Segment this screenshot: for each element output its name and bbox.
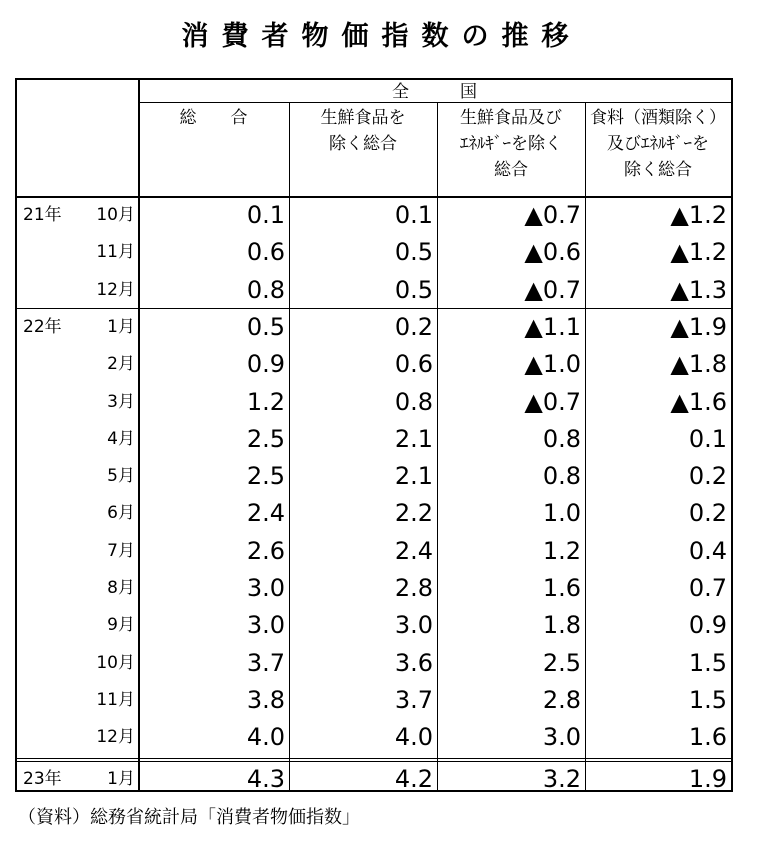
- data-cell: 0.6: [394, 350, 433, 379]
- data-cell: 0.1: [246, 201, 285, 229]
- data-cell: ▲1.2: [670, 201, 727, 229]
- data-cell: 2.6: [246, 536, 285, 565]
- divider-col: [289, 102, 290, 790]
- data-cell: 1.9: [688, 764, 727, 793]
- data-cell: 2.5: [542, 648, 581, 677]
- data-cell: 2.5: [246, 462, 285, 491]
- data-cell: 2.8: [394, 574, 433, 602]
- data-cell: 0.8: [394, 387, 433, 416]
- data-cell: 0.1: [688, 424, 727, 453]
- data-cell: 1.0: [542, 499, 581, 528]
- data-cell: 0.2: [394, 312, 433, 341]
- row-month: 4月: [107, 428, 135, 449]
- data-cell: 0.1: [394, 201, 433, 229]
- row-month: 11月: [96, 689, 135, 710]
- data-cell: 2.1: [394, 462, 433, 491]
- row-month: 5月: [107, 466, 135, 487]
- data-cell: 0.2: [688, 499, 727, 528]
- divider-year-21: [17, 308, 731, 309]
- divider-year-23b: [17, 761, 731, 762]
- data-cell: ▲1.0: [524, 350, 581, 379]
- data-cell: 0.8: [542, 462, 581, 491]
- data-cell: 1.5: [688, 685, 727, 714]
- row-year: [23, 349, 73, 379]
- data-cell: ▲1.9: [670, 312, 727, 341]
- row-month: 9月: [107, 615, 135, 636]
- data-cell: ▲1.3: [670, 275, 727, 304]
- data-cell: 3.7: [394, 685, 433, 714]
- data-cell: 1.6: [542, 574, 581, 602]
- data-cell: 0.7: [688, 574, 727, 602]
- row-month: 2月: [107, 354, 135, 375]
- row-year: [23, 275, 73, 305]
- data-cell: ▲0.7: [524, 275, 581, 304]
- row-month: 1月: [107, 316, 135, 337]
- group-header-nationwide: 全 国: [392, 82, 477, 102]
- data-cell: 2.4: [246, 499, 285, 528]
- row-month: 1月: [107, 768, 135, 789]
- data-cell: 0.8: [246, 275, 285, 304]
- data-cell: 2.8: [542, 685, 581, 714]
- data-cell: 0.5: [394, 238, 433, 267]
- data-cell: ▲0.7: [524, 387, 581, 416]
- row-year: [23, 536, 73, 566]
- row-year: 21年: [23, 205, 62, 225]
- row-year: [23, 573, 73, 603]
- data-cell: 2.5: [246, 424, 285, 453]
- row-year: [23, 461, 73, 491]
- column-header: 総 合: [179, 108, 248, 128]
- data-cell: 1.8: [542, 611, 581, 640]
- divider-header: [17, 196, 731, 198]
- data-cell: 4.0: [394, 723, 433, 752]
- data-cell: ▲0.6: [524, 238, 581, 267]
- data-cell: 0.5: [394, 275, 433, 304]
- row-year: 23年: [23, 768, 62, 789]
- data-cell: 3.0: [246, 611, 285, 640]
- data-cell: ▲0.7: [524, 201, 581, 229]
- divider-year-23a: [17, 758, 731, 759]
- row-month: 6月: [107, 503, 135, 524]
- divider-col: [585, 102, 586, 790]
- data-cell: ▲1.1: [524, 312, 581, 341]
- data-cell: 0.5: [246, 312, 285, 341]
- divider-col: [437, 102, 438, 790]
- data-cell: 4.3: [246, 764, 285, 793]
- data-cell: 3.2: [542, 764, 581, 793]
- data-cell: ▲1.8: [670, 350, 727, 379]
- row-month: 12月: [96, 279, 135, 300]
- data-cell: 3.6: [394, 648, 433, 677]
- row-month: 10月: [96, 652, 135, 673]
- data-cell: 0.4: [688, 536, 727, 565]
- row-month: 3月: [107, 391, 135, 412]
- data-cell: 3.8: [246, 685, 285, 714]
- data-cell: 1.5: [688, 648, 727, 677]
- cpi-table: [15, 78, 733, 792]
- row-month: 11月: [96, 242, 135, 263]
- row-month: 7月: [107, 540, 135, 561]
- row-year: [23, 498, 73, 528]
- data-cell: ▲1.2: [670, 238, 727, 267]
- row-year: [23, 610, 73, 640]
- row-year: [23, 648, 73, 678]
- row-year: [23, 387, 73, 417]
- source-note: （資料）総務省統計局「消費者物価指数」: [18, 807, 360, 828]
- data-cell: 4.0: [246, 723, 285, 752]
- row-month: 10月: [96, 205, 135, 225]
- column-header: 食料（酒類除く） 及びｴﾈﾙｷﾞｰを 除く総合: [590, 108, 726, 180]
- data-cell: 0.6: [246, 238, 285, 267]
- data-cell: 3.7: [246, 648, 285, 677]
- row-month: 8月: [107, 578, 135, 598]
- data-cell: 1.6: [688, 723, 727, 752]
- data-cell: 0.9: [688, 611, 727, 640]
- data-cell: 2.1: [394, 424, 433, 453]
- row-year: [23, 424, 73, 454]
- data-cell: 4.2: [394, 764, 433, 793]
- data-cell: 1.2: [246, 387, 285, 416]
- data-cell: 3.0: [542, 723, 581, 752]
- column-header: 生鮮食品及び ｴﾈﾙｷﾞｰを除く 総合: [460, 108, 562, 180]
- row-month: 12月: [96, 727, 135, 748]
- data-cell: 3.0: [394, 611, 433, 640]
- data-cell: 0.2: [688, 462, 727, 491]
- data-cell: 0.9: [246, 350, 285, 379]
- page-title: 消費者物価指数の推移: [181, 21, 582, 52]
- data-cell: 2.2: [394, 499, 433, 528]
- data-cell: 2.4: [394, 536, 433, 565]
- data-cell: 0.8: [542, 424, 581, 453]
- row-year: [23, 722, 73, 752]
- data-cell: 3.0: [246, 574, 285, 602]
- column-header: 生鮮食品を 除く総合: [320, 108, 406, 154]
- row-year: [23, 237, 73, 267]
- row-year: [23, 685, 73, 715]
- row-year: 22年: [23, 316, 62, 337]
- data-cell: 1.2: [542, 536, 581, 565]
- data-cell: ▲1.6: [670, 387, 727, 416]
- divider-group-header: [138, 102, 731, 103]
